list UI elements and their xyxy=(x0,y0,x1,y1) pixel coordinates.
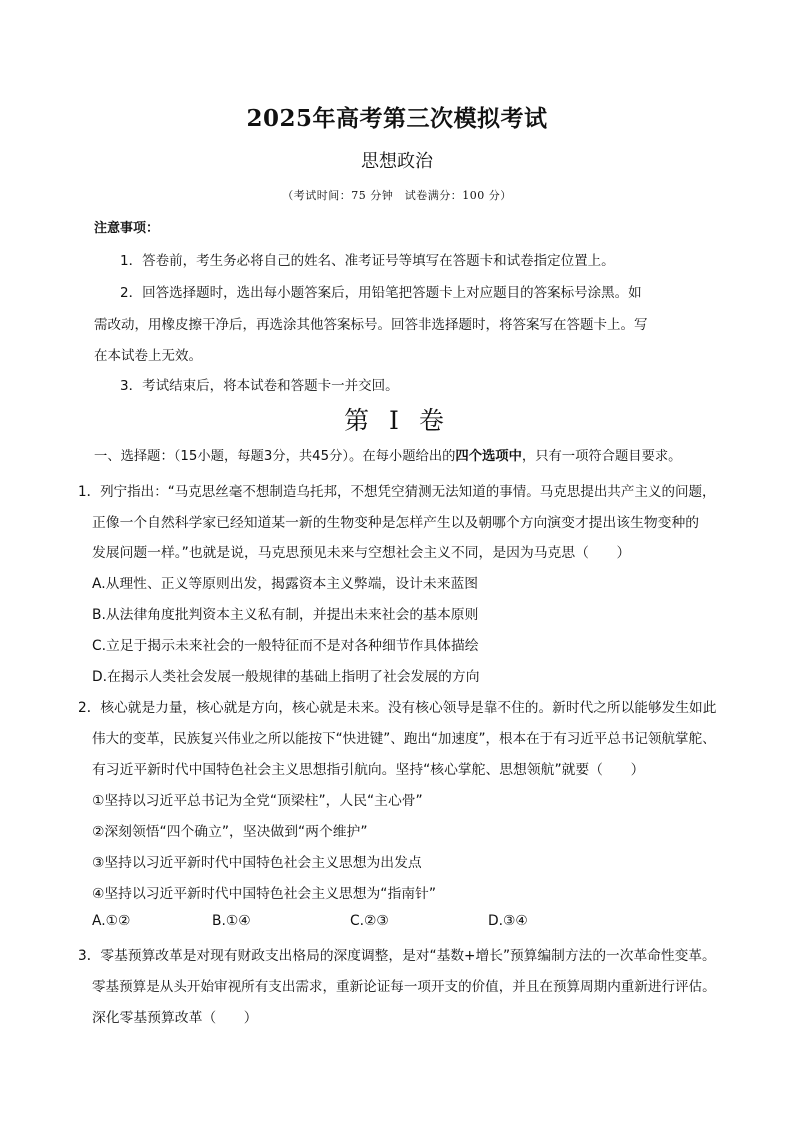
notice-item-2-line-2: 需改动，用橡皮擦干净后，再选涂其他答案标号。回答非选择题时，将答案写在答题卡上。写 xyxy=(94,317,648,333)
section-heading-bold: 四个选项中 xyxy=(455,449,522,464)
q2-stem-line-3: 有习近平新时代中国特色社会主义思想指引航向。坚持“核心掌舵、思想领航”就要（ ） xyxy=(92,762,645,778)
q3-stem-line-3: 深化零基预算改革（ ） xyxy=(92,1010,258,1026)
q2-option-d: D.③④ xyxy=(488,913,528,929)
notice-item-2-line-1: 2．回答选择题时，选出每小题答案后，用铅笔把答题卡上对应题目的答案标号涂黑。如 xyxy=(120,285,642,301)
q1-option-c: C.立足于揭示未来社会的一般特征而不是对各种细节作具体描绘 xyxy=(92,638,479,654)
q2-option-a: A.①② xyxy=(92,913,131,929)
notice-heading: 注意事项： xyxy=(94,221,160,236)
q2-statement-3: ③坚持以习近平新时代中国特色社会主义思想为出发点 xyxy=(92,855,422,871)
q2-statement-4: ④坚持以习近平新时代中国特色社会主义思想为“指南针” xyxy=(92,886,436,902)
exam-subject: 思想政治 xyxy=(361,151,433,172)
q2-statement-1: ①坚持以习近平总书记为全党“顶梁柱”，人民“主心骨” xyxy=(92,793,423,809)
section-heading-suffix: ，只有一项符合题目要求。 xyxy=(521,449,682,464)
q1-option-b: B.从法律角度批判资本主义私有制，并提出未来社会的基本原则 xyxy=(92,607,479,623)
notice-item-2-line-3: 在本试卷上无效。 xyxy=(94,348,202,364)
exam-title: 2025年高考第三次模拟考试 xyxy=(246,105,548,132)
q3-stem-line-1: 3．零基预算改革是对现有财政支出格局的深度调整，是对“基数+增长”预算编制方法的一次革命性变革。 xyxy=(78,948,716,964)
notice-item-3: 3．考试结束后，将本试卷和答题卡一并交回。 xyxy=(120,378,399,394)
notice-item-1: 1．答卷前，考生务必将自己的姓名、准考证号等填写在答题卡和试卷指定位置上。 xyxy=(120,253,615,269)
q1-stem-line-3: 发展问题一样。”也就是说，马克思预见未来与空想社会主义不同，是因为马克思（ ） xyxy=(92,545,631,561)
q3-stem-line-2: 零基预算是从头开始审视所有支出需求，重新论证每一项开支的价值，并且在预算周期内重新进行评估。 xyxy=(92,979,716,995)
volume-heading: 第 I 卷 xyxy=(344,406,450,435)
q1-stem-line-1: 1．列宁指出：“马克思丝毫不想制造乌托邦，不想凭空猜测无法知道的事情。马克思提出共产主义的问题， xyxy=(78,484,716,500)
section-heading xyxy=(94,445,681,464)
q1-option-a: A.从理性、正义等原则出发，揭露资本主义弊端，设计未来蓝图 xyxy=(92,576,479,592)
q2-statement-2: ②深刻领悟“四个确立”，坚决做到“两个维护” xyxy=(92,824,368,840)
q1-option-d: D.在揭示人类社会发展一般规律的基础上指明了社会发展的方向 xyxy=(92,669,480,685)
q2-stem-line-2: 伟大的变革，民族复兴伟业之所以能按下“快进键”、跑出“加速度”，根本在于有习近平总书记领航掌舵、 xyxy=(92,731,716,747)
exam-info: （考试时间：75 分钟 试卷满分：100 分） xyxy=(282,189,512,202)
q1-stem-line-2: 正像一个自然科学家已经知道某一新的生物变种是怎样产生以及朝哪个方向演变才提出该生物变种的 xyxy=(92,515,700,531)
q2-option-b: B.①④ xyxy=(212,913,251,929)
q2-option-c: C.②③ xyxy=(350,913,389,929)
q2-stem-line-1: 2．核心就是力量，核心就是方向，核心就是未来。没有核心领导是靠不住的。新时代之所以能够发生如此 xyxy=(78,700,717,716)
section-heading-prefix: 一、选择题：（15小题，每题3分，共45分）。在每小题给出的 xyxy=(94,449,456,464)
